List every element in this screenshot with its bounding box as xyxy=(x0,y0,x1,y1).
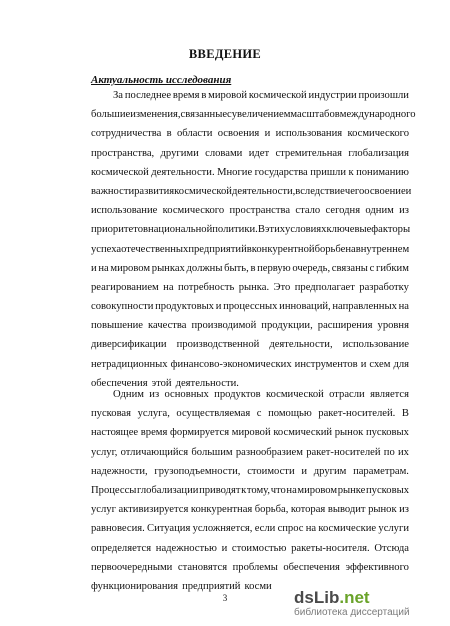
text-line: пусковая услуга, осуществляемая с помощью ракет-носителей. В xyxy=(91,408,409,420)
text-line: За последнее время в мировой космической индустрии произошли xyxy=(113,90,409,101)
text-line: первоочередными становятся проблемы обеспечения эффективного xyxy=(91,561,409,573)
text-line: совокупности продуктовых и процессных инноваций, направленных на xyxy=(91,301,409,313)
dslib-watermark xyxy=(294,586,442,620)
paragraph-1 xyxy=(91,86,416,393)
text-line: приоритетов национальной политики. В этих условиях ключевые факторы xyxy=(91,224,411,236)
text-line: настоящее время формируется мировой космический рынок пусковых xyxy=(91,427,409,439)
page-title: ВВЕДЕНИЕ xyxy=(188,47,262,61)
text-line: пространства, другими словами идет стремительная глобализация xyxy=(91,147,409,159)
text-line: диверсификации производственной деятельности, использование xyxy=(91,339,409,351)
text-line: функционирования предприятий косми xyxy=(91,580,272,592)
text-line: Одним из основных продуктов космической отрасли является xyxy=(113,389,409,400)
text-line: обеспечения этой деятельности. xyxy=(91,377,239,389)
text-line: повышение качества производимой продукции, расширения уровня xyxy=(91,320,409,332)
text-line: важности развития космической деятельности, вследствие чего освоение и xyxy=(91,185,412,197)
text-line: сотрудничества в области освоения и использования космического xyxy=(91,128,409,140)
dslib-logo: dsLib.net xyxy=(294,588,370,607)
text-line: услуг активизируется конкурентная борьба, которая выводит рынок из xyxy=(91,504,409,516)
text-line: нетрадиционных финансово-экономических инструментов и схем для xyxy=(91,358,409,370)
text-line: и на мировом рынках должны быть, в первую очередь, связаны с гибким xyxy=(91,262,409,274)
page-number: 3 xyxy=(222,593,228,603)
text-line: успеха отечественных предприятий в конкурентной борьбе на внутреннем xyxy=(91,243,410,255)
watermark-tagline: библиотека диссертаций xyxy=(294,607,410,618)
text-line: надежности, грузоподъемности, стоимости и другим параметрам. xyxy=(91,465,409,477)
text-line: равновесия. Ситуация усложняется, если спрос на космические услуги xyxy=(91,523,409,535)
text-line: космической деятельности. Многие государства пришли к пониманию xyxy=(91,166,409,178)
text-line: услуг, отличающийся большим разнообразием ракет-носителей по их xyxy=(91,446,409,458)
text-line: использование космического пространства стало сегодня одним из xyxy=(91,205,409,217)
text-line: большие изменения, связанные с увеличением масштабов международного xyxy=(91,109,416,121)
section-heading: Актуальность исследования xyxy=(91,74,232,86)
paragraph-2 xyxy=(91,385,409,596)
text-line: Процессы глобализации приводят к тому, что на мировом рынке пусковых xyxy=(91,484,409,496)
text-line: реагированием на потребность рынка. Это предполагает разработку xyxy=(91,281,409,293)
text-line: определяется надежностью и стоимостью ракеты-носителя. Отсюда xyxy=(91,542,409,554)
